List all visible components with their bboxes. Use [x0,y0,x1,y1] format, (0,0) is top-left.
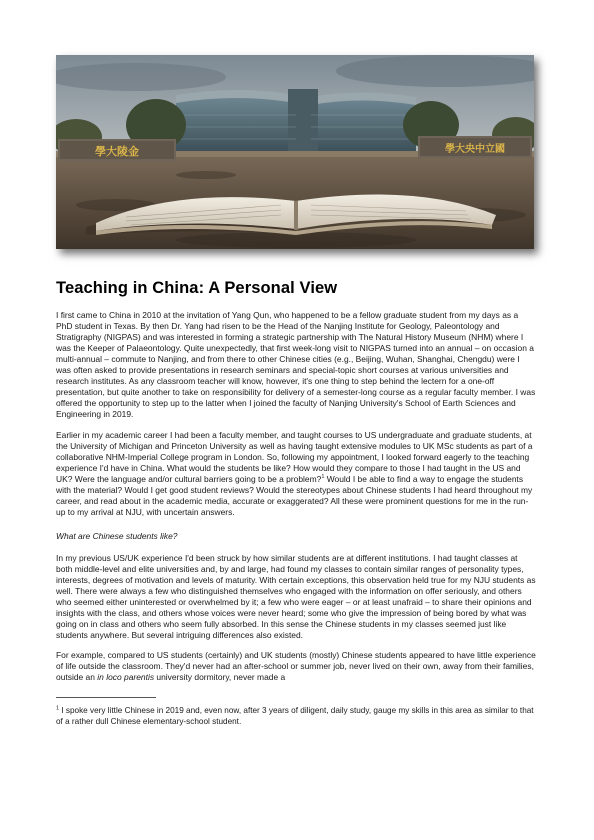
footnote-ref[interactable]: 1 [321,473,325,480]
footnote-divider [56,697,156,698]
footnote-text: I spoke very little Chinese in 2019 and, even now, after 3 years of diligent, daily study, gauge my skills in this area as similar to that of a rather dull Chinese elementary-school student. [56,706,534,726]
paragraph-differences-part1: For example, compared to US students (certainly) and UK students (mostly) Chinese students appeared to have little experience of life outside the classroom. They'd never had an after-school or summer job, never lived on their own, away from their families, outside an [56,650,536,682]
sign-right: 學大央中立國 [445,144,505,155]
latin-phrase: in loco parentis [97,672,155,682]
paragraph-similarity: In my previous US/UK experience I'd been struck by how similar students are at different institutions. I had taught classes at both middle-level and elite universities and, by and large, had found my classes to contain similar ranges of personality types, interests, degrees of motivation and levels of maturity. With certain exceptions, this observation held true for my NJU students as well. There were always a few who distinguished themselves who engaged with the information on offer seriously, and others who seemed either uninterested or overwhelmed by it; a few who were eager – or at least unafraid – to share their opinions and insights with the class, and others whose voices were never heard; some who give the impression of being bored by what was going on in class and others who seem fully absorbed. In this sense the Chinese students in my classes seemed just like students anywhere. But several intriguing differences also existed. [56,552,536,640]
campus-photo [56,55,534,249]
paragraph-background [56,430,536,518]
article-title: Teaching in China: A Personal View [56,279,338,297]
footnote-marker: 1 [56,705,60,712]
paragraph-differences-part2: university dormitory, never made a [154,672,286,682]
section-heading: What are Chinese students like? [56,530,178,541]
paragraph-background-part1: Earlier in my academic career I had been a faculty member, and taught courses to US undergraduate and graduate students, at the University of Michigan and Princeton University as well as having taught extensive modules to UK MSc students as part of a collaborative NHM-Imperial College program in London. So, following my appointment, I looked forward eagerly to the teaching experience I'd have in China. What would the students be like? How would they compare to those I had taught in the US and UK? Were the language and/or cultural barriers going to be a problem? [56,429,533,484]
paragraph-differences [56,650,536,683]
article [56,279,536,727]
footnote [56,706,536,727]
header-photo [56,55,534,249]
sign-left: 學大陵金 [95,145,139,158]
paragraph-background-part2: Would I be able to find a way to engage the students with the material? Would I get good student reviews? Would the stereotypes about Chinese students I had heard throughout my career, and read about in the academic media, accurate or exaggerated? All these were prominent questions for me in the run-up to my arrival at NJU, with uncertain answers. [56,473,533,517]
paragraph-intro: I first came to China in 2010 at the invitation of Yang Qun, who happened to be a fellow graduate student from my days as a PhD student in Texas. By then Dr. Yang had risen to be the Head of the Nanjing Institute for Geology, Paleontology and Stratigraphy (NIGPAS) and was interested in forming a strategic partnership with The Natural History Museum (NHM) where I was the Keeper of Palaeontology. Quite unexpectedly, that first week-long visit to NIGPAS turned into an annual – on occasion a multi-annual – commute to Nanjing, and from there to other Chinese cities (e.g., Beijing, Wuhan, Shanghai, Chengdu) were I was often asked to provide presentations in research seminars and special-topic short courses at various universities and research institutes. As any classroom teacher will know, however, it's one thing to step behind the lectern for a one-off presentation, but quite another to take on responsibility for delivery of a semester-long course as a regular faculty member. I was offered the opportunity to step up to the latter when I joined the faculty of Nanjing University's School of Earth Sciences and Engineering in 2019. [56,310,536,419]
